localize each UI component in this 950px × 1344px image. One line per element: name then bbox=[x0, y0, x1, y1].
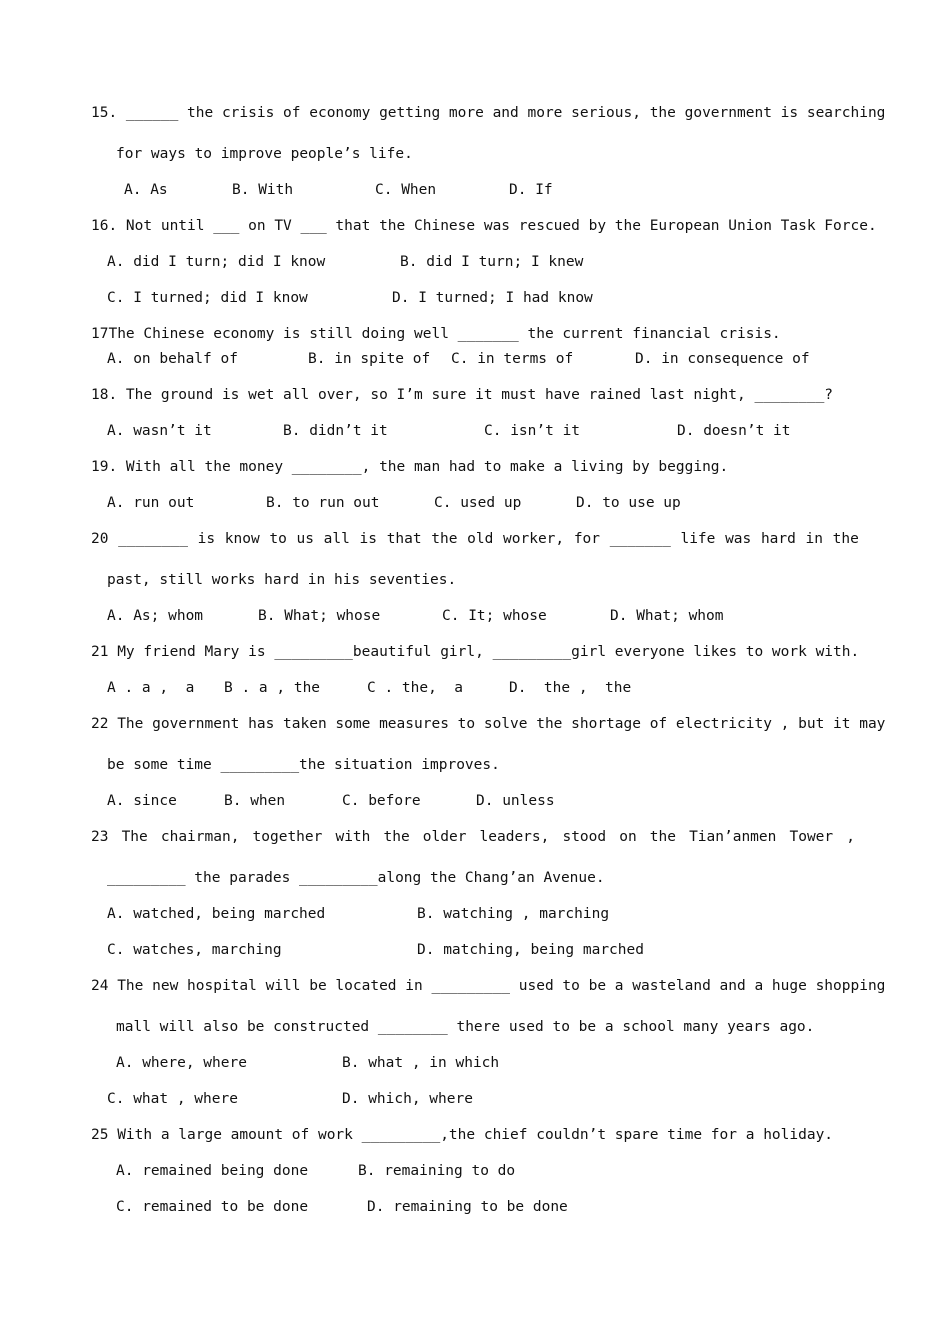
q20-option-b: B. What; whose bbox=[258, 608, 381, 624]
q22-option-d: D. unless bbox=[476, 793, 555, 809]
q17-stem: 17The Chinese economy is still doing well _______ the current financial crisis. bbox=[91, 326, 781, 342]
word: chairman, bbox=[160, 829, 240, 845]
word: worker, bbox=[503, 531, 565, 547]
q19-option-b: B. to run out bbox=[266, 495, 380, 511]
word: older bbox=[422, 829, 467, 845]
q19-option-c: C. used up bbox=[434, 495, 522, 511]
q18-option-c: C. isn’t it bbox=[484, 423, 581, 439]
q19-option-d: D. to use up bbox=[576, 495, 681, 511]
q24-option-c: C. what , where bbox=[107, 1091, 238, 1107]
word: the bbox=[832, 531, 859, 547]
q20-option-d: D. What; whom bbox=[610, 608, 724, 624]
q24-option-b: B. what , in which bbox=[342, 1055, 500, 1071]
q22-option-c: C. before bbox=[342, 793, 421, 809]
q15-option-c: C. When bbox=[375, 182, 437, 198]
q18-stem: 18. The ground is wet all over, so I’m sure it must have rained last night, ________? bbox=[91, 387, 834, 403]
q25-option-a: A. remained being done bbox=[116, 1163, 309, 1179]
q25-stem: 25 With a large amount of work _________,the chief couldn’t spare time for a holiday. bbox=[91, 1127, 834, 1143]
word: all bbox=[323, 531, 350, 547]
q20-stem-line2: past, still works hard in his seventies. bbox=[107, 572, 457, 588]
word: hard bbox=[760, 531, 796, 547]
word: leaders, bbox=[479, 829, 550, 845]
q16-option-d: D. I turned; I had know bbox=[392, 290, 593, 306]
q22-option-b: B. when bbox=[224, 793, 286, 809]
word: the bbox=[383, 829, 410, 845]
word: , bbox=[846, 829, 855, 845]
q21-option-d: D. the , the bbox=[509, 680, 632, 696]
q16-option-b: B. did I turn; I knew bbox=[400, 254, 584, 270]
word: us bbox=[296, 531, 314, 547]
q15-option-d: D. If bbox=[509, 182, 553, 198]
q15-option-a: A. As bbox=[124, 182, 168, 198]
q24-option-a: A. where, where bbox=[116, 1055, 247, 1071]
word: The bbox=[121, 829, 148, 845]
word: with bbox=[335, 829, 371, 845]
word: to bbox=[269, 531, 287, 547]
q16-option-c: C. I turned; did I know bbox=[107, 290, 308, 306]
word: 23 bbox=[91, 829, 109, 845]
q15-stem-line1: 15. ______ the crisis of economy getting more and more serious, the government is searching bbox=[91, 105, 886, 121]
q17-option-c: C. in terms of bbox=[451, 351, 574, 367]
word: know bbox=[224, 531, 260, 547]
q20-option-a: A. As; whom bbox=[107, 608, 204, 624]
q22-stem-line1: 22 The government has taken some measures to solve the shortage of electricity , but it may bbox=[91, 716, 886, 732]
q21-stem: 21 My friend Mary is _________beautiful girl, _________girl everyone likes to work with. bbox=[91, 644, 860, 660]
q23-option-b: B. watching , marching bbox=[417, 906, 610, 922]
word: for bbox=[573, 531, 601, 547]
word: is bbox=[359, 531, 378, 547]
word: _______ bbox=[609, 531, 671, 547]
word: life bbox=[680, 531, 716, 547]
q24-stem-line1: 24 The new hospital will be located in _________ used to be a wasteland and a huge shopping bbox=[91, 978, 886, 994]
q19-stem: 19. With all the money ________, the man had to make a living by begging. bbox=[91, 459, 729, 475]
q21-option-a: A . a , a bbox=[107, 680, 195, 696]
q22-stem-line2: be some time _________the situation improves. bbox=[107, 757, 500, 773]
q23-stem-line1 bbox=[91, 828, 855, 846]
q21-option-c: C . the, a bbox=[367, 680, 464, 696]
q17-option-a: A. on behalf of bbox=[107, 351, 238, 367]
q16-stem: 16. Not until ___ on TV ___ that the Chinese was rescued by the European Union Task Force. bbox=[91, 218, 877, 234]
q20-option-c: C. It; whose bbox=[442, 608, 547, 624]
word: the bbox=[431, 531, 458, 547]
q17-option-b: B. in spite of bbox=[308, 351, 431, 367]
q25-option-b: B. remaining to do bbox=[358, 1163, 516, 1179]
q23-option-c: C. watches, marching bbox=[107, 942, 282, 958]
word: old bbox=[467, 531, 494, 547]
q20-stem-line1 bbox=[91, 530, 859, 548]
word: Tower bbox=[789, 829, 834, 845]
q15-option-b: B. With bbox=[232, 182, 294, 198]
word: that bbox=[386, 531, 422, 547]
word: on bbox=[619, 829, 637, 845]
word: in bbox=[805, 531, 823, 547]
q23-stem-line2: _________ the parades _________along the Chang’an Avenue. bbox=[107, 870, 605, 886]
word: is bbox=[197, 531, 216, 547]
word: together bbox=[252, 829, 323, 845]
q23-option-d: D. matching, being marched bbox=[417, 942, 644, 958]
q25-option-c: C. remained to be done bbox=[116, 1199, 309, 1215]
q15-stem-line2: for ways to improve people’s life. bbox=[116, 146, 413, 162]
q17-option-d: D. in consequence of bbox=[635, 351, 810, 367]
q22-option-a: A. since bbox=[107, 793, 177, 809]
word: ________ bbox=[118, 531, 188, 547]
word: 20 bbox=[91, 531, 109, 547]
q18-option-d: D. doesn’t it bbox=[677, 423, 791, 439]
word: stood bbox=[562, 829, 607, 845]
word: the bbox=[649, 829, 676, 845]
q24-option-d: D. which, where bbox=[342, 1091, 473, 1107]
q18-option-a: A. wasn’t it bbox=[107, 423, 212, 439]
q16-option-a: A. did I turn; did I know bbox=[107, 254, 326, 270]
q19-option-a: A. run out bbox=[107, 495, 195, 511]
word: was bbox=[725, 531, 752, 547]
q23-option-a: A. watched, being marched bbox=[107, 906, 326, 922]
word: Tian’anmen bbox=[689, 829, 777, 845]
q21-option-b: B . a , the bbox=[224, 680, 321, 696]
q25-option-d: D. remaining to be done bbox=[367, 1199, 568, 1215]
q24-stem-line2: mall will also be constructed ________ there used to be a school many years ago. bbox=[116, 1019, 815, 1035]
q18-option-b: B. didn’t it bbox=[283, 423, 388, 439]
